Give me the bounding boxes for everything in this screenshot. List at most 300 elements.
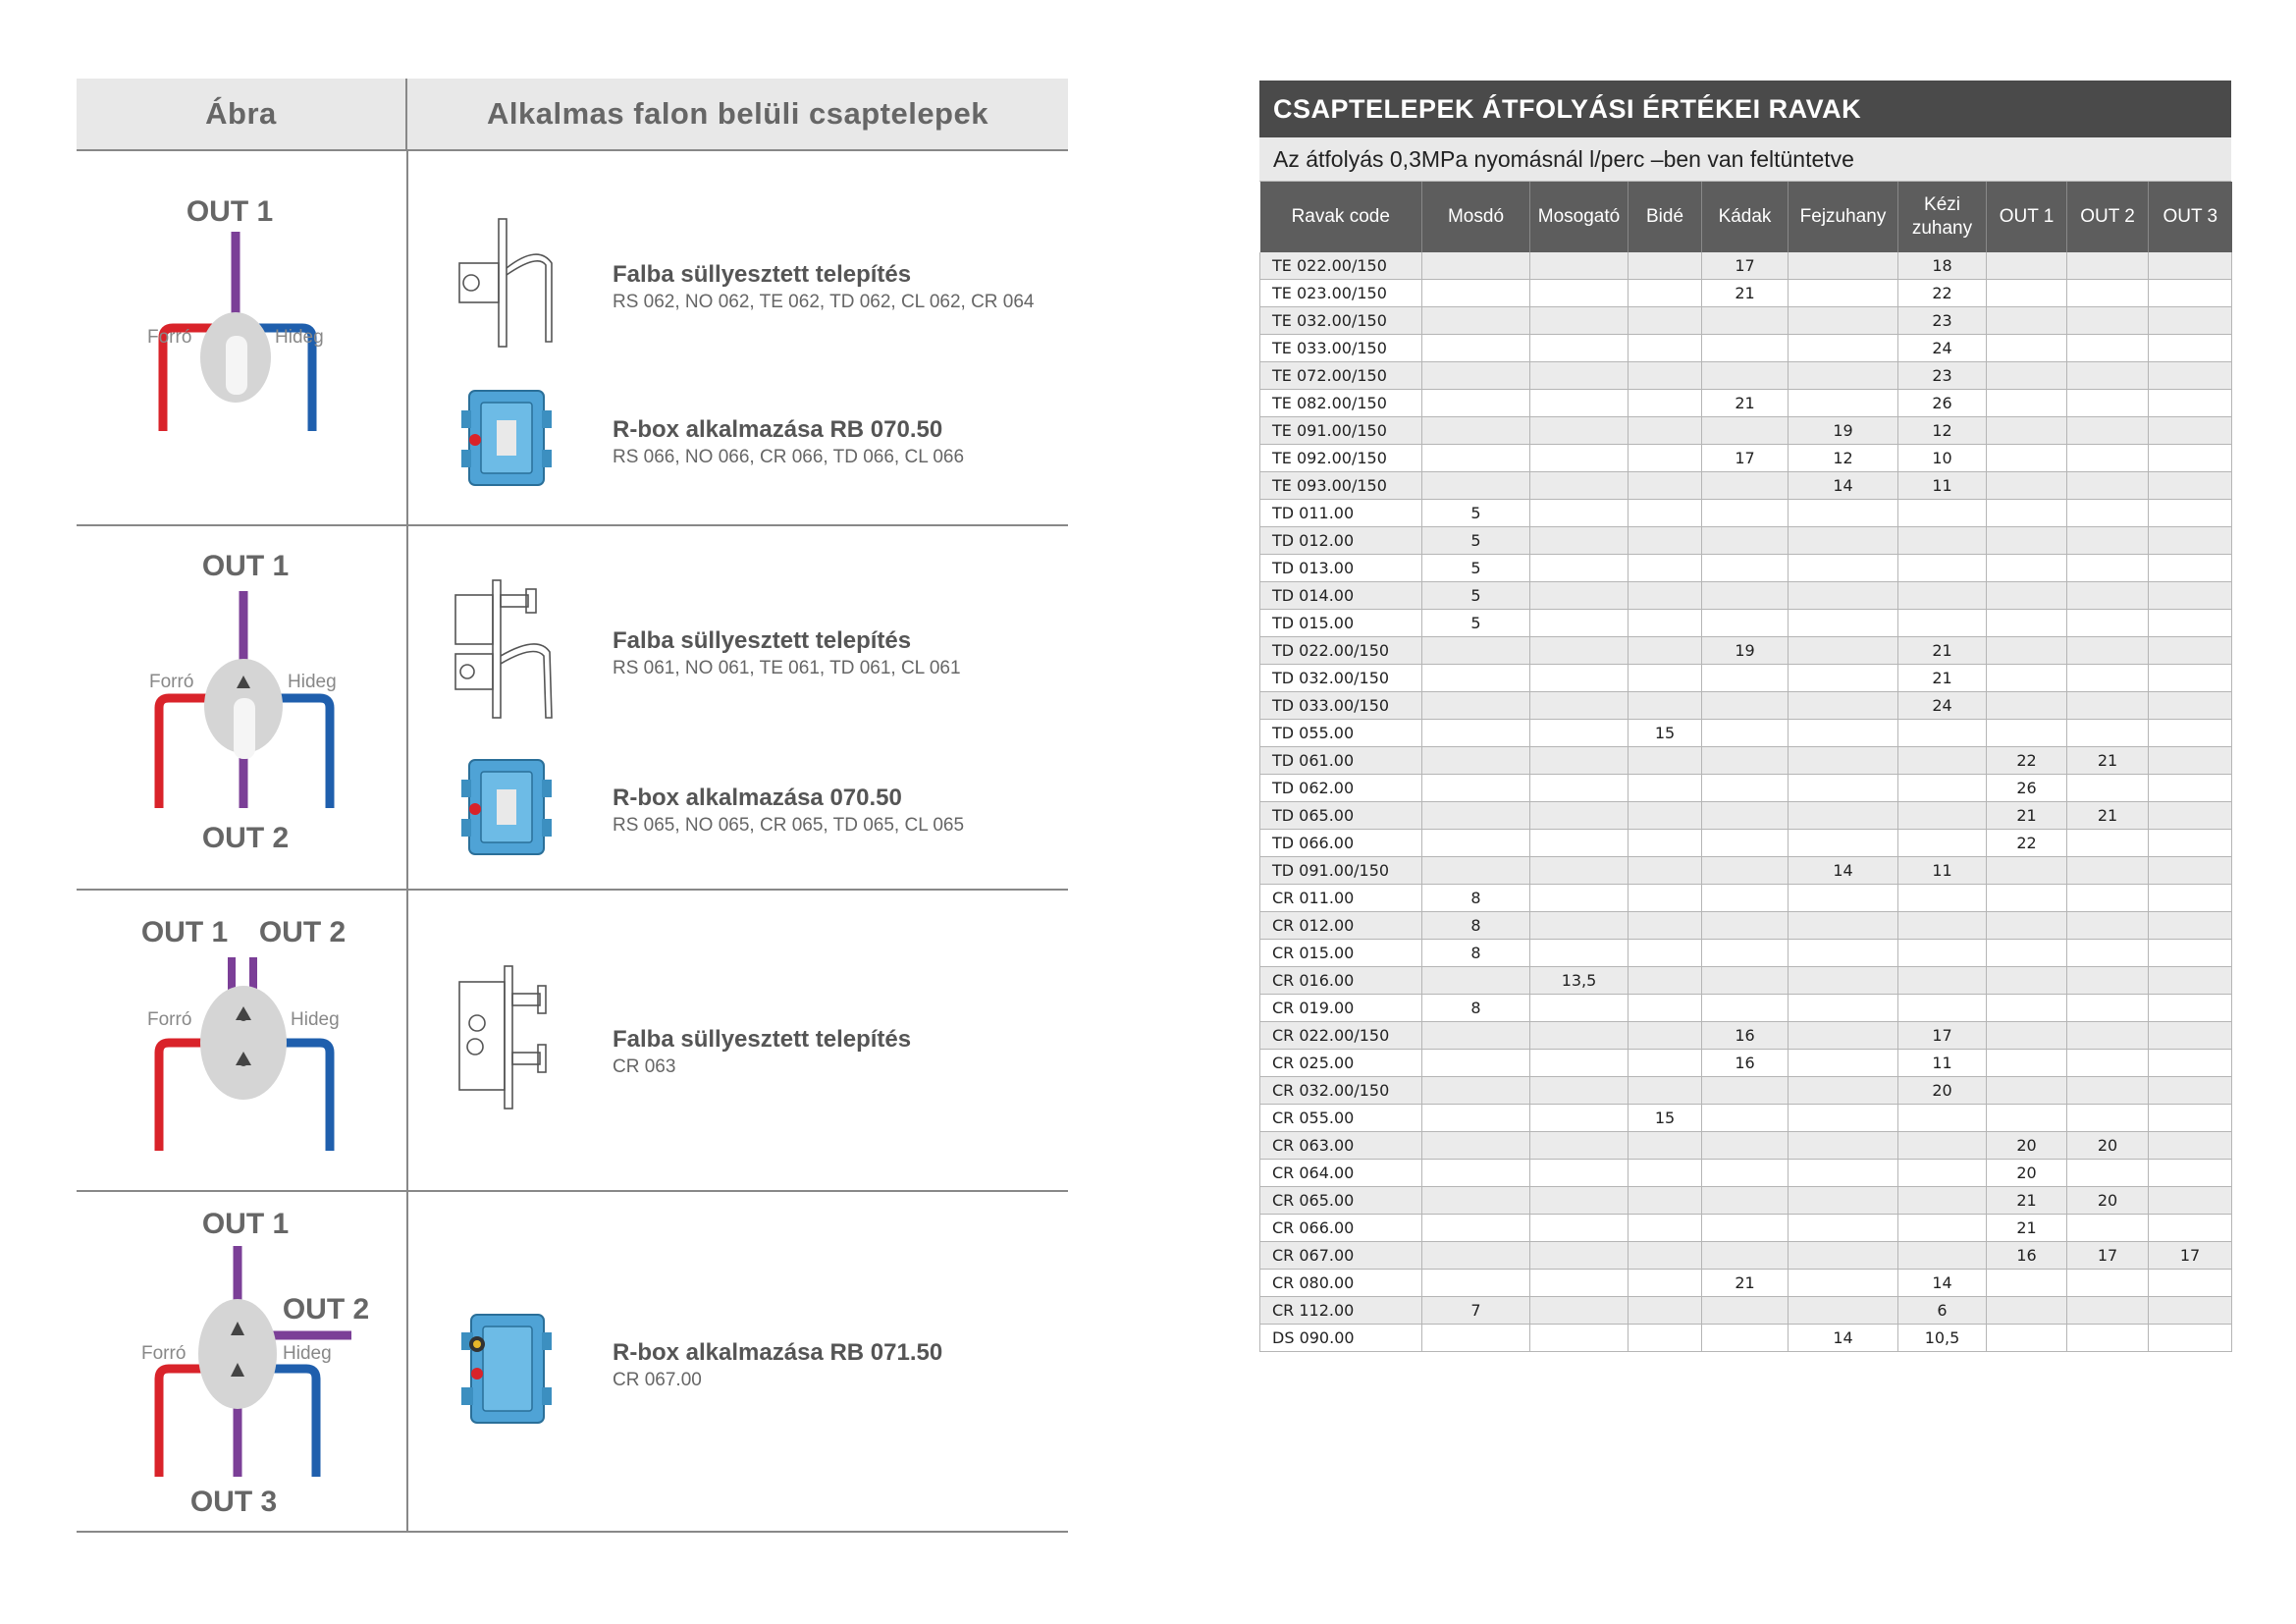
flow-value-cell bbox=[2067, 1050, 2149, 1077]
column-header: Kézi zuhany bbox=[1898, 182, 1987, 252]
flow-value-cell: 20 bbox=[2067, 1187, 2149, 1215]
flow-value-cell bbox=[2149, 500, 2232, 527]
table-row bbox=[1260, 720, 2232, 747]
flow-value-cell: 21 bbox=[2067, 747, 2149, 775]
flow-value-cell bbox=[1629, 665, 1702, 692]
table-row bbox=[1260, 445, 2232, 472]
flow-value-cell bbox=[1789, 720, 1898, 747]
flow-value-cell: 21 bbox=[1702, 280, 1789, 307]
flow-value-cell bbox=[2067, 1325, 2149, 1352]
flow-value-cell bbox=[2149, 582, 2232, 610]
flow-value-cell bbox=[1629, 500, 1702, 527]
product-models: RS 066, NO 066, CR 066, TD 066, CL 066 bbox=[613, 447, 965, 467]
flow-value-cell bbox=[1987, 307, 2067, 335]
flow-value-cell bbox=[1789, 775, 1898, 802]
table-row bbox=[1260, 1050, 2232, 1077]
flow-value-cell bbox=[1789, 967, 1898, 995]
flow-value-cell bbox=[2067, 252, 2149, 280]
ravak-code-cell: CR 032.00/150 bbox=[1260, 1077, 1422, 1105]
ravak-code-cell: TE 072.00/150 bbox=[1260, 362, 1422, 390]
flow-value-cell bbox=[2149, 637, 2232, 665]
flow-value-cell bbox=[1789, 1215, 1898, 1242]
flow-value-cell bbox=[1898, 1215, 1987, 1242]
flow-value-cell bbox=[1702, 830, 1789, 857]
flow-value-cell bbox=[1789, 555, 1898, 582]
flow-value-cell bbox=[1530, 940, 1629, 967]
flow-value-cell: 12 bbox=[1789, 445, 1898, 472]
table-row bbox=[1260, 582, 2232, 610]
flow-value-cell: 11 bbox=[1898, 472, 1987, 500]
flow-value-cell bbox=[1898, 610, 1987, 637]
flow-value-cell bbox=[1530, 582, 1629, 610]
table-row bbox=[1260, 1187, 2232, 1215]
flow-value-cell bbox=[1629, 1270, 1702, 1297]
flow-value-cell bbox=[1898, 1242, 1987, 1270]
flow-value-cell bbox=[1629, 1297, 1702, 1325]
flow-value-cell bbox=[2149, 995, 2232, 1022]
flow-value-cell bbox=[1629, 335, 1702, 362]
flow-value-cell bbox=[1422, 307, 1530, 335]
flow-value-cell bbox=[2067, 1215, 2149, 1242]
flow-value-cell bbox=[2067, 637, 2149, 665]
table-row bbox=[1260, 252, 2232, 280]
flow-value-cell bbox=[2149, 472, 2232, 500]
flow-value-cell bbox=[1629, 802, 1702, 830]
flow-value-cell bbox=[2067, 967, 2149, 995]
flow-value-cell bbox=[1530, 665, 1629, 692]
flow-value-cell bbox=[1702, 500, 1789, 527]
flow-value-cell bbox=[1987, 527, 2067, 555]
flow-value-cell bbox=[1987, 335, 2067, 362]
flow-value-cell bbox=[1530, 390, 1629, 417]
table-row bbox=[1260, 610, 2232, 637]
ravak-code-cell: CR 016.00 bbox=[1260, 967, 1422, 995]
flow-value-cell bbox=[1422, 335, 1530, 362]
flow-value-cell bbox=[1629, 1132, 1702, 1160]
flow-value-cell: 14 bbox=[1789, 472, 1898, 500]
ravak-code-cell: TD 014.00 bbox=[1260, 582, 1422, 610]
ravak-code-cell: CR 063.00 bbox=[1260, 1132, 1422, 1160]
install-row-1 bbox=[77, 151, 1068, 526]
flow-value-cell bbox=[2149, 610, 2232, 637]
flow-value-cell: 14 bbox=[1898, 1270, 1987, 1297]
flow-value-cell bbox=[1530, 252, 1629, 280]
flow-value-cell bbox=[1629, 747, 1702, 775]
flow-value-cell bbox=[2067, 995, 2149, 1022]
table-row bbox=[1260, 802, 2232, 830]
flow-value-cell bbox=[1987, 637, 2067, 665]
flow-value-cell bbox=[1530, 335, 1629, 362]
flow-value-cell bbox=[1530, 1242, 1629, 1270]
table-row bbox=[1260, 472, 2232, 500]
table-row bbox=[1260, 830, 2232, 857]
flow-value-cell bbox=[2149, 1325, 2232, 1352]
flow-value-cell: 19 bbox=[1789, 417, 1898, 445]
cold-label: Hideg bbox=[288, 672, 337, 692]
table-row bbox=[1260, 967, 2232, 995]
table-row bbox=[1260, 500, 2232, 527]
flow-value-cell bbox=[1530, 857, 1629, 885]
flow-value-cell: 15 bbox=[1629, 1105, 1702, 1132]
flow-value-cell bbox=[2149, 527, 2232, 555]
flow-value-cell bbox=[1789, 500, 1898, 527]
flow-value-cell bbox=[2149, 802, 2232, 830]
hot-label: Forró bbox=[147, 327, 192, 348]
flow-value-cell bbox=[2149, 335, 2232, 362]
flow-value-cell: 23 bbox=[1898, 307, 1987, 335]
flow-value-cell bbox=[1422, 747, 1530, 775]
flow-value-cell bbox=[1789, 1270, 1898, 1297]
product-models: CR 067.00 bbox=[613, 1370, 702, 1390]
flow-value-cell: 21 bbox=[1702, 1270, 1789, 1297]
flow-value-cell bbox=[1987, 417, 2067, 445]
three-outlet-diagram bbox=[77, 1192, 406, 1531]
product-rbox-2 bbox=[613, 785, 964, 837]
flow-value-cell bbox=[1789, 252, 1898, 280]
flow-value-cell bbox=[1898, 802, 1987, 830]
flow-rates-panel bbox=[1259, 81, 2231, 1352]
product-title: Falba süllyesztett telepítés bbox=[613, 1026, 912, 1053]
flow-value-cell bbox=[2149, 1187, 2232, 1215]
single-outlet-diagram bbox=[77, 151, 406, 524]
flow-value-cell: 20 bbox=[1898, 1077, 1987, 1105]
flow-value-cell bbox=[1702, 775, 1789, 802]
ravak-code-cell: CR 112.00 bbox=[1260, 1297, 1422, 1325]
flow-value-cell bbox=[1629, 1050, 1702, 1077]
product-rbox-1 bbox=[613, 416, 964, 468]
flow-value-cell bbox=[1898, 720, 1987, 747]
flow-value-cell bbox=[2067, 500, 2149, 527]
flow-value-cell bbox=[1702, 1187, 1789, 1215]
flow-value-cell: 23 bbox=[1898, 362, 1987, 390]
flow-value-cell bbox=[1987, 940, 2067, 967]
flow-value-cell: 11 bbox=[1898, 1050, 1987, 1077]
flow-value-cell bbox=[1530, 637, 1629, 665]
out1-label: OUT 1 bbox=[201, 550, 290, 582]
flow-value-cell bbox=[1702, 1297, 1789, 1325]
table-row bbox=[1260, 390, 2232, 417]
flow-value-cell bbox=[1629, 692, 1702, 720]
flow-value-cell bbox=[1789, 1022, 1898, 1050]
flow-value-cell bbox=[1702, 1077, 1789, 1105]
flow-value-cell bbox=[1898, 582, 1987, 610]
column-header: Ravak code bbox=[1260, 182, 1422, 252]
flow-value-cell bbox=[1789, 665, 1898, 692]
hot-label: Forró bbox=[147, 1009, 192, 1030]
flow-value-cell bbox=[1702, 1242, 1789, 1270]
flow-value-cell bbox=[2067, 445, 2149, 472]
flow-value-cell: 20 bbox=[1987, 1160, 2067, 1187]
flow-value-cell bbox=[2149, 940, 2232, 967]
flow-value-cell bbox=[1702, 940, 1789, 967]
flow-value-cell bbox=[1530, 362, 1629, 390]
ravak-code-cell: TD 032.00/150 bbox=[1260, 665, 1422, 692]
table-row bbox=[1260, 665, 2232, 692]
product-flush-install-3 bbox=[613, 1026, 911, 1078]
flow-value-cell bbox=[2149, 747, 2232, 775]
flow-value-cell bbox=[1702, 472, 1789, 500]
ravak-code-cell: CR 012.00 bbox=[1260, 912, 1422, 940]
flow-value-cell bbox=[2149, 1050, 2232, 1077]
flow-value-cell: 22 bbox=[1987, 830, 2067, 857]
flow-value-cell bbox=[2149, 912, 2232, 940]
flow-value-cell bbox=[2067, 390, 2149, 417]
flow-value-cell bbox=[1422, 1325, 1530, 1352]
flow-value-cell bbox=[1789, 995, 1898, 1022]
flow-value-cell bbox=[1702, 527, 1789, 555]
flow-value-cell bbox=[1530, 527, 1629, 555]
flow-value-cell bbox=[1530, 1215, 1629, 1242]
flow-value-cell bbox=[2067, 555, 2149, 582]
flow-value-cell bbox=[1422, 802, 1530, 830]
flow-value-cell bbox=[1702, 747, 1789, 775]
cold-label: Hideg bbox=[275, 327, 324, 348]
flow-value-cell bbox=[2149, 362, 2232, 390]
flow-value-cell bbox=[1629, 637, 1702, 665]
flow-value-cell bbox=[1702, 692, 1789, 720]
flow-value-cell bbox=[1530, 610, 1629, 637]
flow-value-cell bbox=[2067, 1022, 2149, 1050]
flow-value-cell bbox=[1702, 555, 1789, 582]
flow-value-cell bbox=[2149, 1297, 2232, 1325]
flow-value-cell bbox=[1629, 857, 1702, 885]
flow-value-cell: 17 bbox=[1702, 445, 1789, 472]
flow-value-cell bbox=[1422, 1160, 1530, 1187]
flow-value-cell bbox=[2067, 362, 2149, 390]
flow-value-cell bbox=[1629, 472, 1702, 500]
table-row bbox=[1260, 555, 2232, 582]
flow-value-cell bbox=[1530, 500, 1629, 527]
flow-value-cell bbox=[1898, 555, 1987, 582]
flow-value-cell bbox=[1987, 912, 2067, 940]
flow-value-cell bbox=[1898, 1105, 1987, 1132]
flow-value-cell bbox=[1422, 390, 1530, 417]
flow-value-cell bbox=[1629, 1325, 1702, 1352]
flow-value-cell bbox=[1530, 885, 1629, 912]
out1-label: OUT 1 bbox=[186, 195, 274, 228]
table-row bbox=[1260, 995, 2232, 1022]
flow-rates-table bbox=[1259, 182, 2232, 1352]
flow-value-cell: 21 bbox=[1987, 802, 2067, 830]
flow-value-cell bbox=[1789, 1160, 1898, 1187]
mixer-drawing-icon bbox=[450, 214, 567, 356]
flow-value-cell bbox=[1422, 417, 1530, 445]
flow-value-cell bbox=[2149, 1270, 2232, 1297]
column-header: OUT 3 bbox=[2149, 182, 2232, 252]
install-row-4 bbox=[77, 1192, 1068, 1533]
column-header: Mosdó bbox=[1422, 182, 1530, 252]
product-models: CR 063 bbox=[613, 1056, 676, 1077]
flow-value-cell bbox=[2149, 280, 2232, 307]
ravak-code-cell: DS 090.00 bbox=[1260, 1325, 1422, 1352]
flow-value-cell bbox=[1898, 747, 1987, 775]
flow-value-cell bbox=[1987, 857, 2067, 885]
table-row bbox=[1260, 362, 2232, 390]
flow-value-cell: 16 bbox=[1987, 1242, 2067, 1270]
flow-value-cell bbox=[1789, 912, 1898, 940]
flow-value-cell bbox=[1702, 417, 1789, 445]
flow-value-cell bbox=[1987, 1105, 2067, 1132]
table-row bbox=[1260, 1132, 2232, 1160]
rbox-icon bbox=[457, 750, 556, 869]
flow-value-cell: 21 bbox=[1987, 1187, 2067, 1215]
flow-value-cell bbox=[1530, 1077, 1629, 1105]
flow-value-cell bbox=[1898, 775, 1987, 802]
hot-label: Forró bbox=[141, 1343, 187, 1364]
flow-value-cell: 21 bbox=[2067, 802, 2149, 830]
flow-value-cell bbox=[1422, 362, 1530, 390]
cold-label: Hideg bbox=[291, 1009, 340, 1030]
ravak-code-cell: TD 015.00 bbox=[1260, 610, 1422, 637]
flow-value-cell bbox=[1987, 665, 2067, 692]
flow-value-cell bbox=[1987, 967, 2067, 995]
flow-value-cell bbox=[1898, 1187, 1987, 1215]
product-models: RS 065, NO 065, CR 065, TD 065, CL 065 bbox=[613, 815, 965, 836]
install-row-3 bbox=[77, 891, 1068, 1192]
flow-value-cell bbox=[2067, 1297, 2149, 1325]
table-row bbox=[1260, 1242, 2232, 1270]
flow-value-cell bbox=[1702, 610, 1789, 637]
flow-value-cell bbox=[1789, 335, 1898, 362]
ravak-code-cell: TE 022.00/150 bbox=[1260, 252, 1422, 280]
ravak-code-cell: TD 065.00 bbox=[1260, 802, 1422, 830]
flow-value-cell: 21 bbox=[1898, 665, 1987, 692]
flow-value-cell bbox=[1629, 967, 1702, 995]
flow-value-cell bbox=[1789, 527, 1898, 555]
flow-value-cell bbox=[1530, 1187, 1629, 1215]
flow-value-cell bbox=[2067, 1077, 2149, 1105]
table-header-row bbox=[1260, 182, 2232, 252]
flow-value-cell bbox=[1898, 967, 1987, 995]
flow-value-cell bbox=[1422, 252, 1530, 280]
flow-value-cell bbox=[1987, 1077, 2067, 1105]
flow-value-cell: 10 bbox=[1898, 445, 1987, 472]
flow-value-cell bbox=[1987, 362, 2067, 390]
flow-value-cell bbox=[1789, 1242, 1898, 1270]
flow-value-cell bbox=[1530, 692, 1629, 720]
flow-value-cell bbox=[1629, 1187, 1702, 1215]
ravak-code-cell: CR 064.00 bbox=[1260, 1160, 1422, 1187]
flow-value-cell bbox=[1789, 582, 1898, 610]
flow-table-subtitle: Az átfolyás 0,3MPa nyomásnál l/perc –ben van feltüntetve bbox=[1259, 137, 2231, 182]
flow-value-cell bbox=[1422, 1215, 1530, 1242]
table-row bbox=[1260, 1270, 2232, 1297]
flow-value-cell bbox=[2067, 885, 2149, 912]
flow-value-cell bbox=[1702, 335, 1789, 362]
flow-value-cell bbox=[1530, 1132, 1629, 1160]
flow-value-cell: 19 bbox=[1702, 637, 1789, 665]
flow-value-cell bbox=[1530, 1050, 1629, 1077]
flow-value-cell bbox=[1789, 1187, 1898, 1215]
flow-value-cell bbox=[2149, 417, 2232, 445]
flow-value-cell bbox=[1898, 995, 1987, 1022]
ravak-code-cell: CR 080.00 bbox=[1260, 1270, 1422, 1297]
flow-value-cell: 21 bbox=[1898, 637, 1987, 665]
flow-value-cell bbox=[2149, 967, 2232, 995]
flow-value-cell: 18 bbox=[1898, 252, 1987, 280]
ravak-code-cell: TD 061.00 bbox=[1260, 747, 1422, 775]
flow-value-cell bbox=[1789, 1105, 1898, 1132]
rbox-icon bbox=[457, 381, 556, 500]
flow-value-cell bbox=[1789, 362, 1898, 390]
table-row bbox=[1260, 417, 2232, 445]
flow-value-cell bbox=[2149, 1215, 2232, 1242]
flow-value-cell bbox=[2067, 665, 2149, 692]
flow-value-cell bbox=[1702, 912, 1789, 940]
flow-value-cell bbox=[1789, 390, 1898, 417]
flow-value-cell bbox=[1898, 500, 1987, 527]
flow-value-cell bbox=[2067, 582, 2149, 610]
flow-value-cell bbox=[1422, 857, 1530, 885]
flow-value-cell bbox=[1530, 1160, 1629, 1187]
table-row bbox=[1260, 692, 2232, 720]
flow-value-cell: 24 bbox=[1898, 335, 1987, 362]
flow-value-cell bbox=[1789, 280, 1898, 307]
flow-value-cell bbox=[1629, 252, 1702, 280]
flow-value-cell bbox=[1702, 995, 1789, 1022]
flow-value-cell: 16 bbox=[1702, 1022, 1789, 1050]
flow-value-cell: 17 bbox=[2149, 1242, 2232, 1270]
flow-value-cell bbox=[1702, 720, 1789, 747]
flow-value-cell bbox=[1422, 1270, 1530, 1297]
flow-value-cell bbox=[1629, 1160, 1702, 1187]
flow-value-cell bbox=[1422, 830, 1530, 857]
flow-value-cell bbox=[1702, 307, 1789, 335]
flow-value-cell bbox=[1629, 555, 1702, 582]
ravak-code-cell: CR 055.00 bbox=[1260, 1105, 1422, 1132]
flow-value-cell bbox=[2067, 940, 2149, 967]
flow-value-cell bbox=[1422, 665, 1530, 692]
flow-value-cell: 24 bbox=[1898, 692, 1987, 720]
flow-value-cell bbox=[1702, 1215, 1789, 1242]
flow-value-cell bbox=[1702, 1132, 1789, 1160]
flow-value-cell: 5 bbox=[1422, 582, 1530, 610]
flow-value-cell bbox=[1530, 1022, 1629, 1050]
cold-label: Hideg bbox=[283, 1343, 332, 1364]
flow-value-cell bbox=[1530, 830, 1629, 857]
flow-value-cell bbox=[2149, 775, 2232, 802]
flow-value-cell bbox=[2067, 830, 2149, 857]
flow-value-cell bbox=[1530, 280, 1629, 307]
flow-value-cell bbox=[1789, 747, 1898, 775]
out2-label: OUT 2 bbox=[258, 916, 347, 948]
flow-table-title: CSAPTELEPEK ÁTFOLYÁSI ÉRTÉKEI RAVAK bbox=[1259, 81, 2231, 137]
install-row-2 bbox=[77, 526, 1068, 891]
flow-value-cell: 8 bbox=[1422, 885, 1530, 912]
flow-value-cell bbox=[2149, 857, 2232, 885]
flow-value-cell bbox=[2067, 1270, 2149, 1297]
flow-value-cell: 8 bbox=[1422, 912, 1530, 940]
flow-value-cell bbox=[1422, 280, 1530, 307]
flow-value-cell bbox=[1629, 912, 1702, 940]
flow-value-cell bbox=[2067, 692, 2149, 720]
flow-value-cell bbox=[1987, 390, 2067, 417]
column-header: Mosogató bbox=[1530, 182, 1629, 252]
column-header: Kádak bbox=[1702, 182, 1789, 252]
table-row bbox=[1260, 747, 2232, 775]
flow-value-cell bbox=[2067, 775, 2149, 802]
ravak-code-cell: TE 082.00/150 bbox=[1260, 390, 1422, 417]
flow-value-cell bbox=[1629, 940, 1702, 967]
flow-value-cell bbox=[2067, 912, 2149, 940]
flow-value-cell bbox=[1987, 1270, 2067, 1297]
flow-value-cell bbox=[1987, 885, 2067, 912]
flow-value-cell bbox=[1422, 1077, 1530, 1105]
ravak-code-cell: TD 062.00 bbox=[1260, 775, 1422, 802]
hot-label: Forró bbox=[149, 672, 194, 692]
ravak-code-cell: CR 025.00 bbox=[1260, 1050, 1422, 1077]
flow-value-cell bbox=[2067, 720, 2149, 747]
